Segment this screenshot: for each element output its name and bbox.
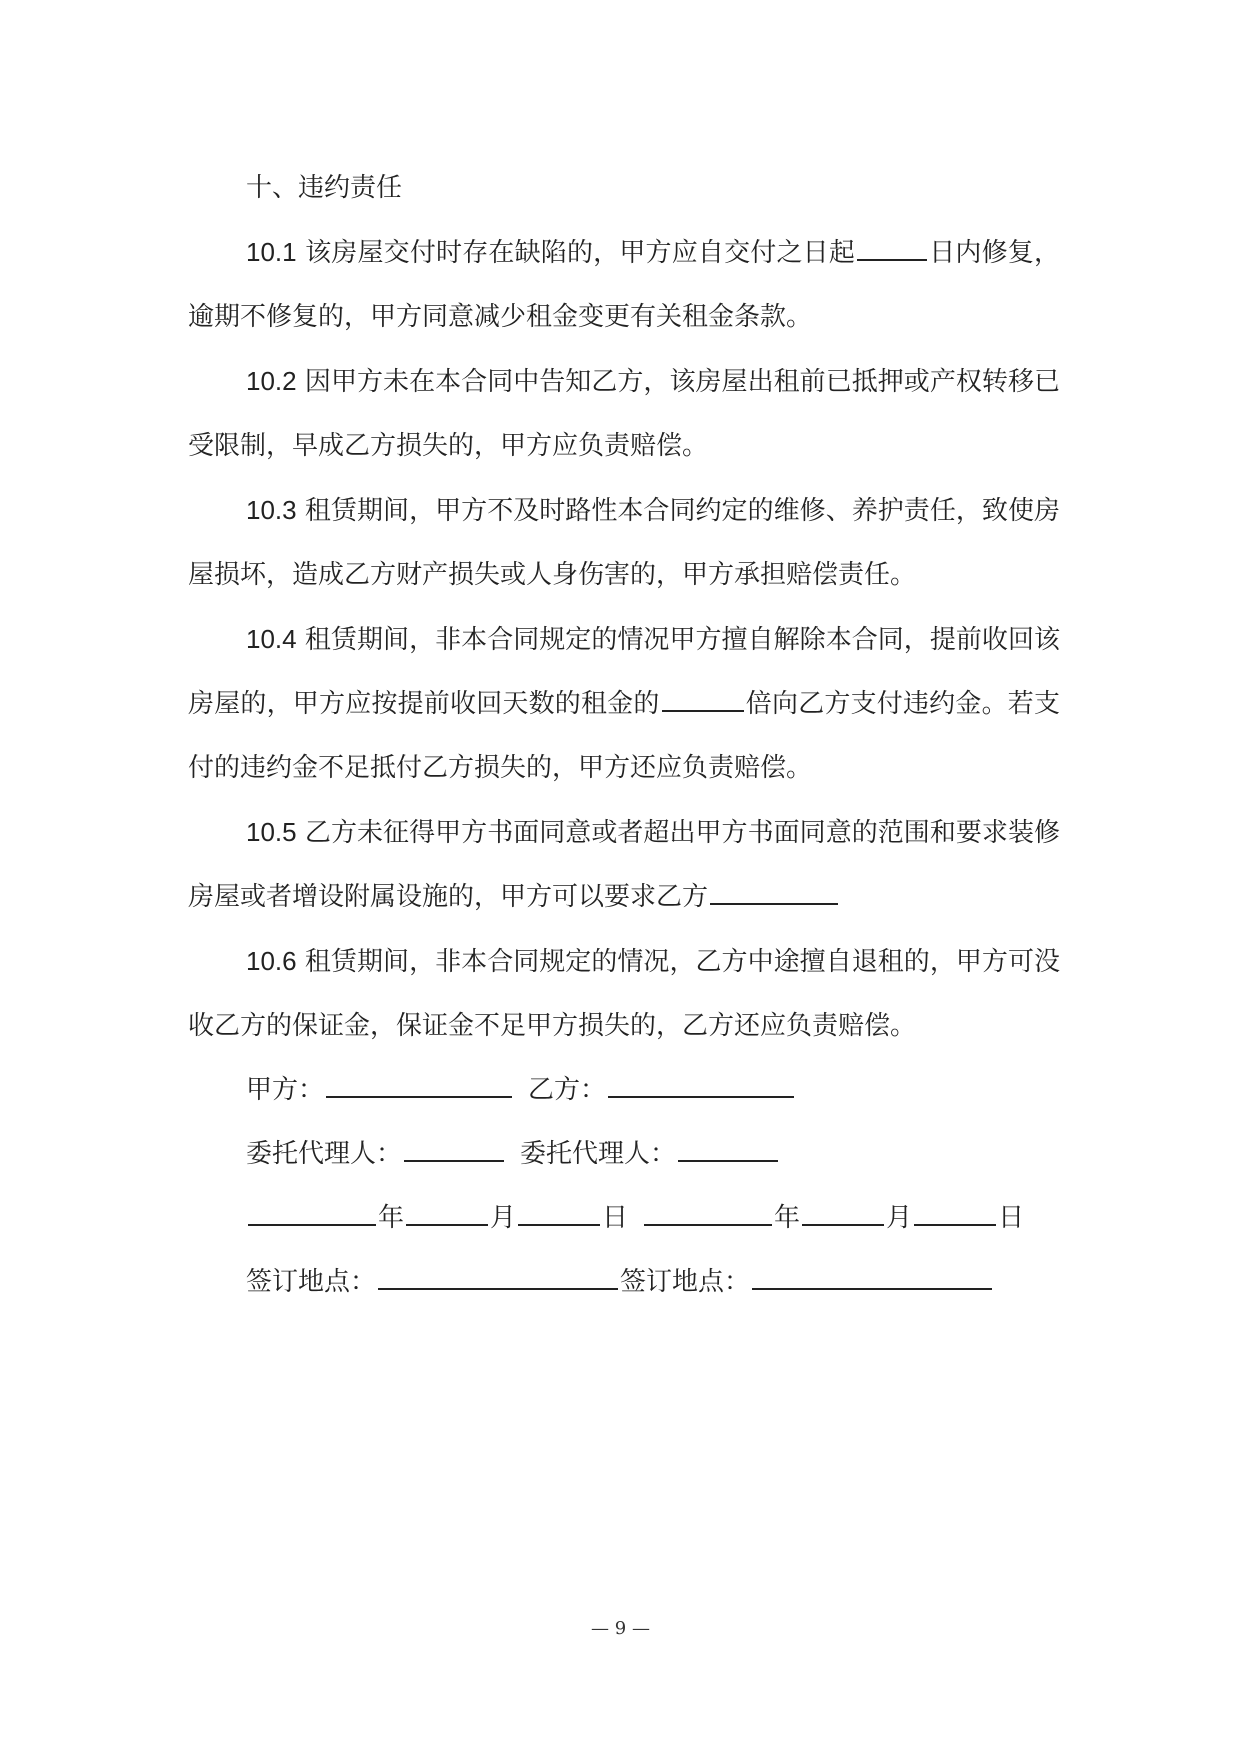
year-label: 年 <box>378 1203 405 1233</box>
signature-place-row <box>188 1250 1060 1314</box>
clause-10-3 <box>188 478 1060 607</box>
fill-blank[interactable] <box>857 237 927 261</box>
day-a-blank[interactable] <box>518 1202 600 1226</box>
fill-blank[interactable] <box>710 881 838 905</box>
clause-text: 日内修复，逾期不修复的，甲方同意减少租金变更有关租金条款。 <box>188 238 1060 332</box>
clause-10-1 <box>188 220 1060 349</box>
day-label: 日 <box>602 1203 629 1233</box>
clause-10-2 <box>188 349 1060 478</box>
signature-parties-row <box>188 1058 1060 1122</box>
month-label: 月 <box>886 1203 913 1233</box>
agent-a-label: 委托代理人： <box>246 1139 403 1169</box>
page-number: — 9 — <box>591 1618 650 1639</box>
clause-number: 10.2 <box>246 366 297 396</box>
section-title: 十、违约责任 <box>246 173 403 203</box>
party-a-label: 甲方： <box>246 1075 325 1105</box>
party-b-label: 乙方： <box>528 1075 607 1105</box>
party-a-blank[interactable] <box>326 1074 512 1098</box>
clause-number: 10.3 <box>246 495 297 525</box>
signature-dates-row <box>188 1186 1060 1250</box>
month-b-blank[interactable] <box>802 1202 884 1226</box>
clause-number: 10.1 <box>246 237 297 267</box>
document-body <box>188 156 1060 1314</box>
agent-a-blank[interactable] <box>404 1138 504 1162</box>
day-b-blank[interactable] <box>914 1202 996 1226</box>
clause-number: 10.6 <box>246 946 297 976</box>
month-label: 月 <box>490 1203 517 1233</box>
fill-blank[interactable] <box>662 688 744 712</box>
agent-b-blank[interactable] <box>678 1138 778 1162</box>
day-label: 日 <box>998 1203 1025 1233</box>
place-a-label: 签订地点： <box>246 1267 377 1297</box>
year-a-blank[interactable] <box>248 1202 376 1226</box>
clause-text: 因甲方未在本合同中告知乙方，该房屋出租前已抵押或产权转移已受限制，早成乙方损失的，甲方应负责赔偿。 <box>188 367 1060 461</box>
clause-10-5 <box>188 800 1060 929</box>
place-b-label: 签订地点： <box>620 1267 751 1297</box>
clause-10-6 <box>188 929 1060 1058</box>
clause-text: 乙方未征得甲方书面同意或者超出甲方书面同意的范围和要求装修房屋或者增设附属设施的，甲方可以要求乙方 <box>188 818 1060 912</box>
signature-agents-row <box>188 1122 1060 1186</box>
agent-b-label: 委托代理人： <box>520 1139 677 1169</box>
clause-number: 10.5 <box>246 817 297 847</box>
clause-number: 10.4 <box>246 624 297 654</box>
month-a-blank[interactable] <box>406 1202 488 1226</box>
year-label: 年 <box>774 1203 801 1233</box>
year-b-blank[interactable] <box>644 1202 772 1226</box>
clause-text: 租赁期间，非本合同规定的情况，乙方中途擅自退租的，甲方可没收乙方的保证金，保证金不足甲方损失的，乙方还应负责赔偿。 <box>188 947 1060 1041</box>
place-b-blank[interactable] <box>752 1266 992 1290</box>
clause-text: 该房屋交付时存在缺陷的，甲方应自交付之日起 <box>305 238 856 268</box>
party-b-blank[interactable] <box>608 1074 794 1098</box>
place-a-blank[interactable] <box>378 1266 618 1290</box>
clause-text: 倍向乙方支付违约金。若支付的违约金不足抵付乙方损失的，甲方还应负责赔偿。 <box>188 689 1060 783</box>
clause-10-4 <box>188 607 1060 800</box>
clause-text: 租赁期间，非本合同规定的情况甲方擅自解除本合同，提前收回该房屋的，甲方应按提前收回天数的租金的 <box>188 625 1060 719</box>
clause-text: 租赁期间，甲方不及时路性本合同约定的维修、养护责任，致使房屋损坏，造成乙方财产损失或人身伤害的，甲方承担赔偿责任。 <box>188 496 1060 590</box>
